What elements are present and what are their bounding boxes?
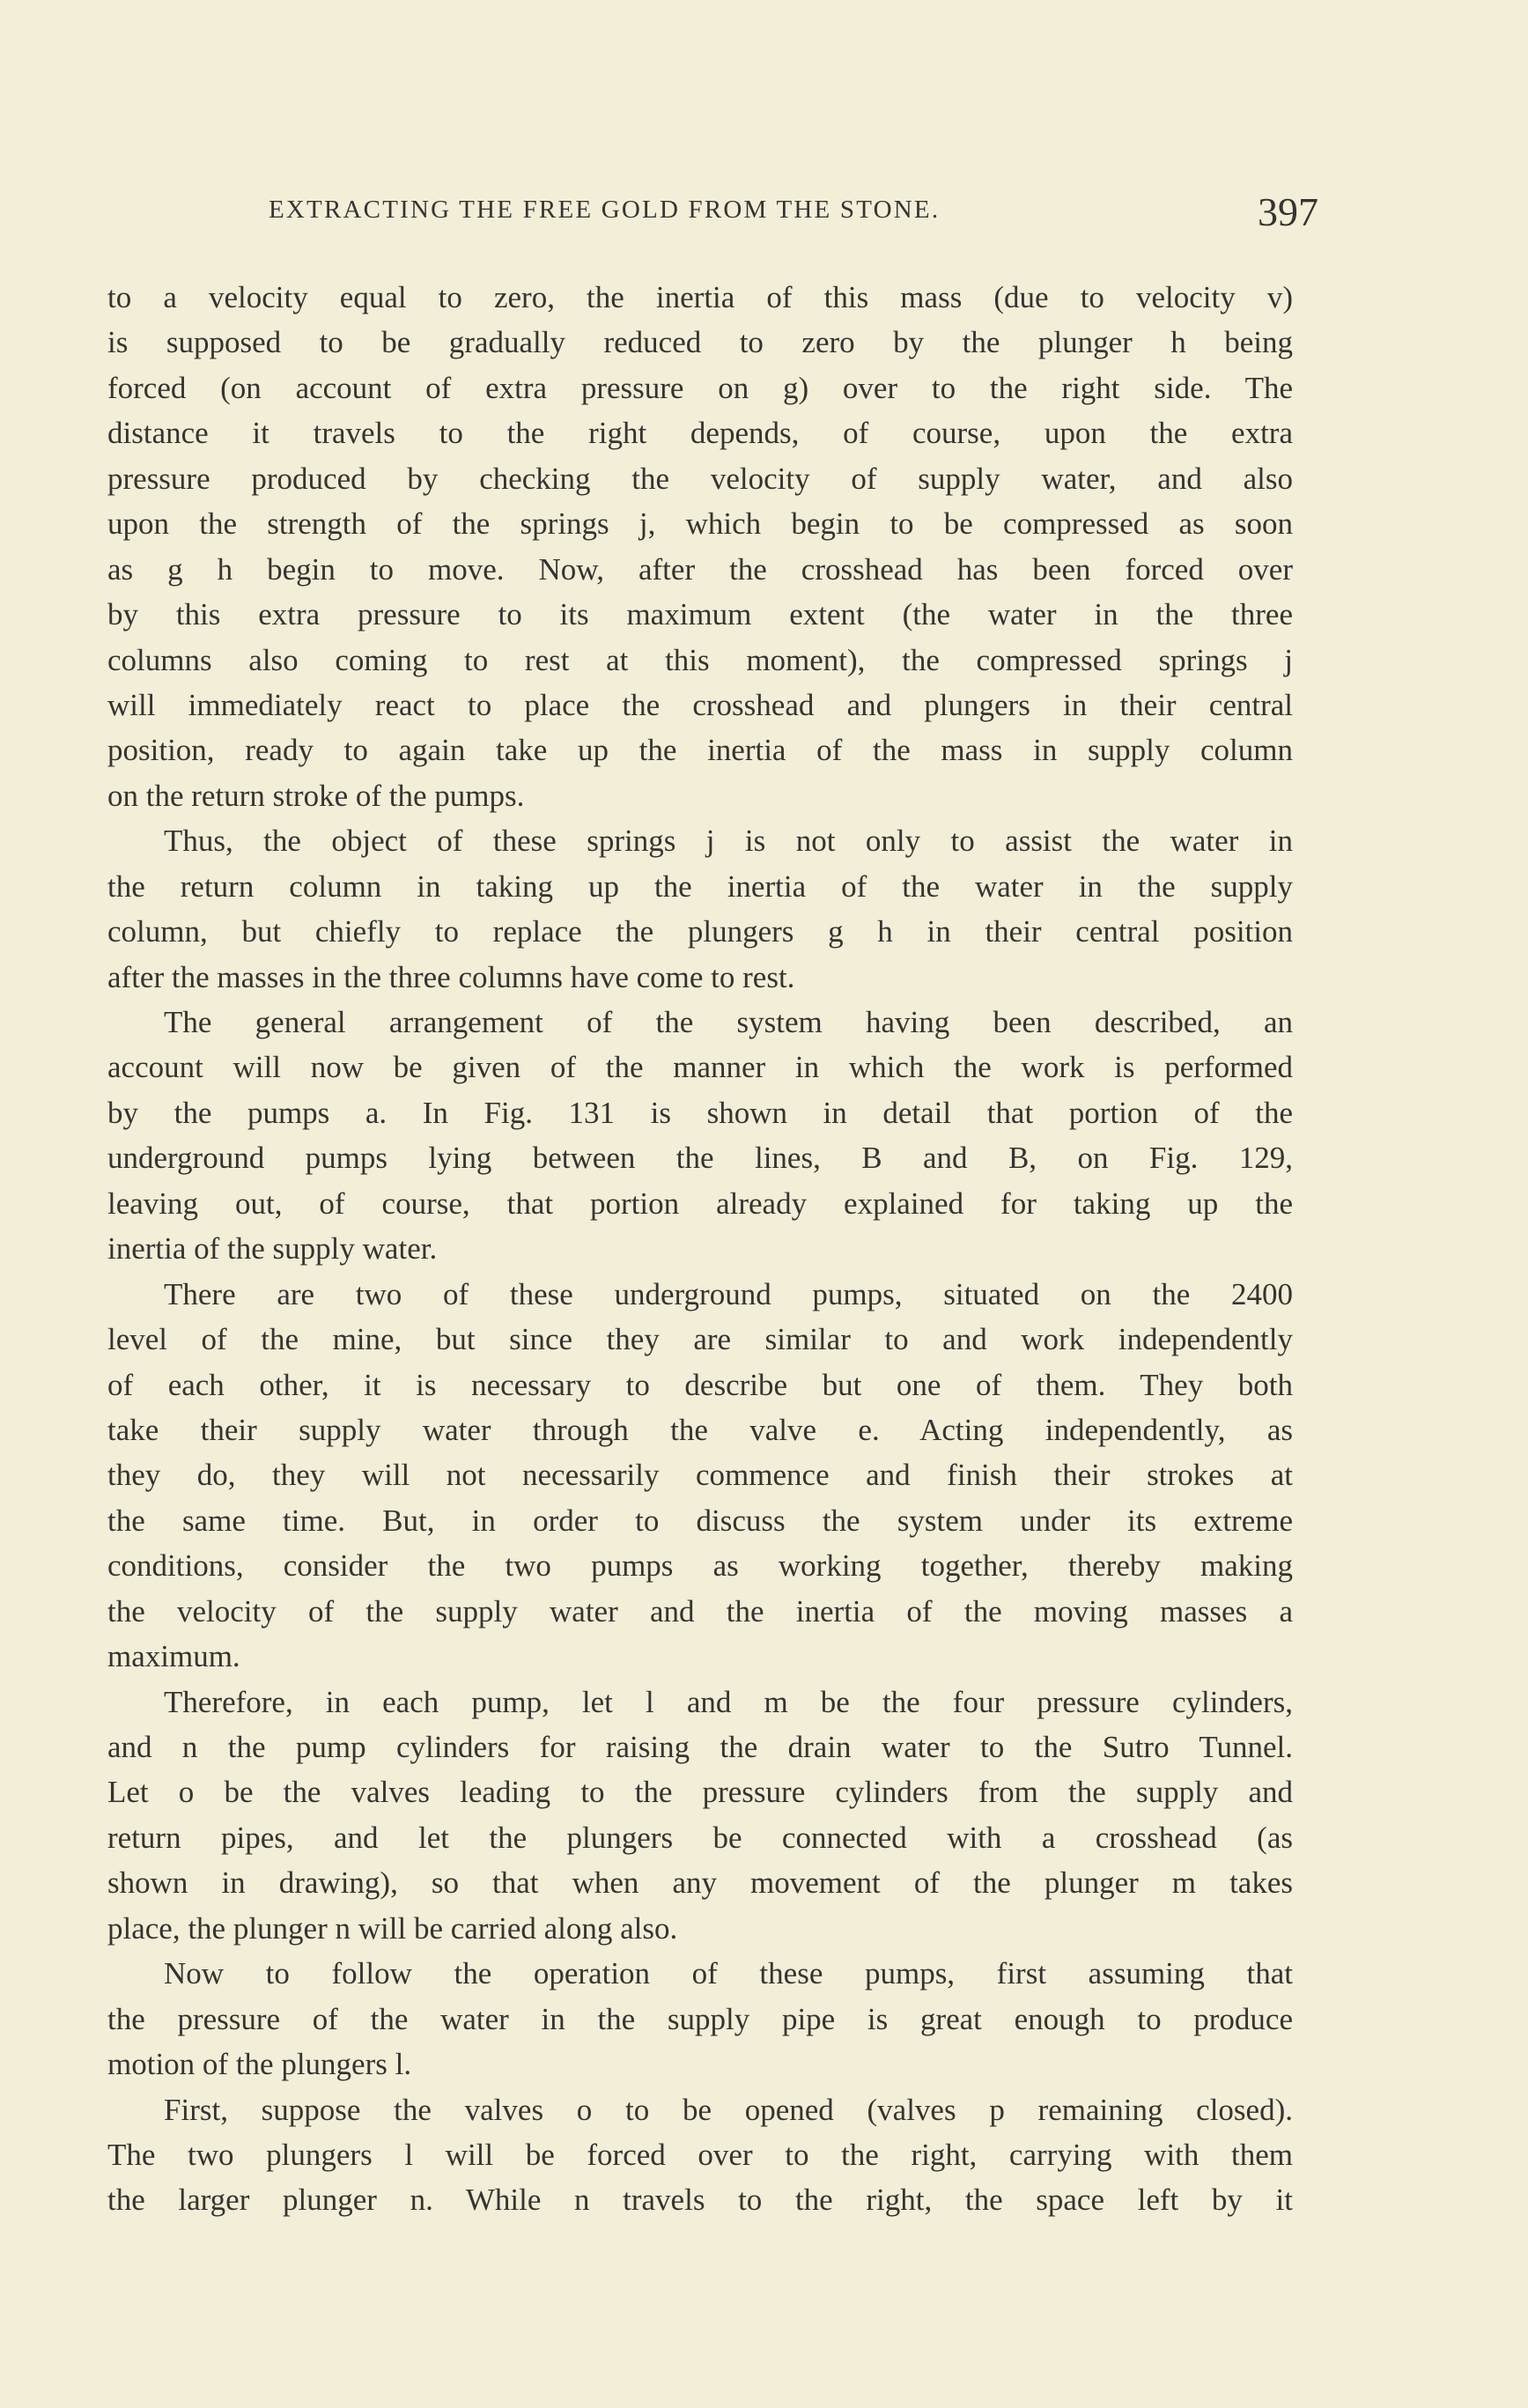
- text-line: take their supply water through the valve e. Acting independently, as: [107, 1412, 1293, 1447]
- text-line: First, suppose the valves o to be opened (valves p remaining closed).: [164, 2092, 1293, 2127]
- text-line: distance it travels to the right depends, of course, upon the extra: [107, 416, 1293, 451]
- text-line: by the pumps a. In Fig. 131 is shown in detail that portion of the: [107, 1095, 1293, 1130]
- text-line: place, the plunger n will be carried along also.: [107, 1910, 678, 1946]
- text-line: The general arrangement of the system having been described, an: [164, 1005, 1293, 1039]
- text-line: column, but chiefly to replace the plungers g h in their central position: [107, 914, 1293, 949]
- text-line: There are two of these underground pumps, situated on the 2400: [164, 1276, 1293, 1311]
- text-line: of each other, it is necessary to describe but one of them. They both: [107, 1367, 1293, 1402]
- text-line: by this extra pressure to its maximum extent (the water in the three: [107, 597, 1293, 632]
- text-line: the pressure of the water in the supply pipe is great enough to produce: [107, 2001, 1293, 2036]
- text-line: on the return stroke of the pumps.: [107, 778, 525, 813]
- text-line: conditions, consider the two pumps as working together, thereby making: [107, 1548, 1293, 1584]
- text-line: forced (on account of extra pressure on g) over to the right side. The: [107, 370, 1293, 405]
- body-text: [107, 275, 1293, 2223]
- text-line: Let o be the valves leading to the pressure cylinders from the supply and: [107, 1775, 1293, 1810]
- text-line: as g h begin to move. Now, after the crosshead has been forced over: [107, 551, 1293, 587]
- text-line: account will now be given of the manner in which the work is performed: [107, 1050, 1293, 1085]
- text-line: shown in drawing), so that when any movement of the plunger m takes: [107, 1865, 1293, 1901]
- text-line: level of the mine, but since they are similar to and work independently: [107, 1322, 1293, 1357]
- text-line: to a velocity equal to zero, the inertia of this mass (due to velocity v): [107, 280, 1293, 314]
- text-line: Now to follow the operation of these pumps, first assuming that: [164, 1956, 1293, 1991]
- running-header: EXTRACTING THE FREE GOLD FROM THE STONE.: [269, 196, 941, 224]
- text-line: they do, they will not necessarily commence and finish their strokes at: [107, 1458, 1293, 1493]
- text-line: leaving out, of course, that portion already explained for taking up the: [107, 1186, 1293, 1221]
- text-line: the return column in taking up the inertia of the water in the supply: [107, 868, 1293, 904]
- text-line: return pipes, and let the plungers be connected with a crosshead (as: [107, 1820, 1293, 1855]
- text-line: and n the pump cylinders for raising the drain water to the Sutro Tunnel.: [107, 1730, 1293, 1764]
- text-line: after the masses in the three columns have come to rest.: [107, 959, 795, 994]
- text-line: upon the strength of the springs j, which begin to be compressed as soon: [107, 506, 1293, 542]
- text-line: Thus, the object of these springs j is not only to assist the water in: [164, 824, 1293, 859]
- text-line: columns also coming to rest at this moment), the compressed springs j: [107, 642, 1293, 677]
- text-line: The two plungers l will be forced over to the right, carrying with them: [107, 2137, 1293, 2172]
- text-line: the velocity of the supply water and the inertia of the moving masses a: [107, 1593, 1293, 1629]
- text-line: maximum.: [107, 1639, 240, 1674]
- text-line: inertia of the supply water.: [107, 1231, 438, 1267]
- text-line: pressure produced by checking the velocity of supply water, and also: [107, 461, 1293, 496]
- text-line: the same time. But, in order to discuss the system under its extreme: [107, 1503, 1293, 1538]
- page-number: 397: [1258, 189, 1318, 234]
- text-line: underground pumps lying between the lines, B and B, on Fig. 129,: [107, 1141, 1293, 1176]
- text-line: will immediately react to place the crosshead and plungers in their central: [107, 687, 1293, 722]
- text-line: position, ready to again take up the inertia of the mass in supply column: [107, 733, 1293, 768]
- text-line: is supposed to be gradually reduced to zero by the plunger h being: [107, 325, 1293, 360]
- text-line: Therefore, in each pump, let l and m be the four pressure cylinders,: [164, 1684, 1293, 1719]
- text-line: the larger plunger n. While n travels to the right, the space left by it: [107, 2183, 1293, 2218]
- text-line: motion of the plungers l.: [107, 2047, 412, 2082]
